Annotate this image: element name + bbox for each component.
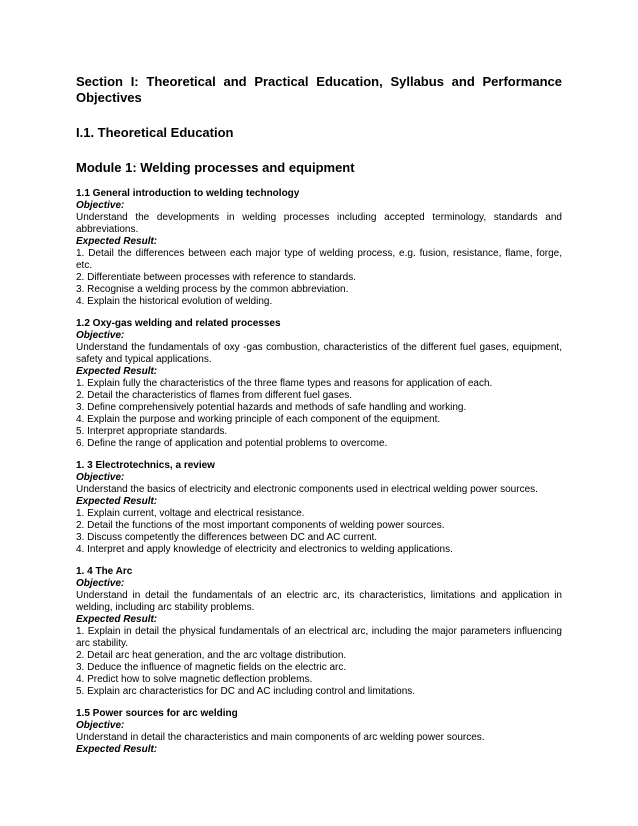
result-item: 1. Explain in detail the physical fundamentals of an electrical arc, including the major parameters influencing arc stability. xyxy=(76,626,562,649)
subsection-title: I.1. Theoretical Education xyxy=(76,125,234,140)
result-item: 5. Explain arc characteristics for DC and AC including control and limitations. xyxy=(76,686,416,697)
result-item: 3. Define comprehensively potential hazards and methods of safe handling and working. xyxy=(76,402,467,413)
objective-text: Understand in detail the characteristics and main components of arc welding power sources. xyxy=(76,732,485,743)
topic-block-1-3 xyxy=(76,460,562,556)
topic-title: 1.2 Oxy-gas welding and related processes xyxy=(76,318,281,329)
section-title: Section I: Theoretical and Practical Education, Syllabus and Performance Objectives xyxy=(76,74,562,105)
result-item: 4. Interpret and apply knowledge of electricity and electronics to welding applications. xyxy=(76,544,453,555)
objective-label: Objective: xyxy=(76,578,125,589)
expected-result-label: Expected Result: xyxy=(76,744,158,755)
expected-result-label: Expected Result: xyxy=(76,366,158,377)
module-title: Module 1: Welding processes and equipment xyxy=(76,160,355,175)
result-item: 1. Explain fully the characteristics of the three flame types and reasons for application of each. xyxy=(76,378,493,389)
result-item: 4. Explain the purpose and working principle of each component of the equipment. xyxy=(76,414,441,425)
objective-text: Understand in detail the fundamentals of an electric arc, its characteristics, limitations and application in welding, including arc stability problems. xyxy=(76,590,562,613)
topic-block-1-5 xyxy=(76,708,562,756)
result-item: 2. Differentiate between processes with reference to standards. xyxy=(76,272,356,283)
topic-title: 1.1 General introduction to welding technology xyxy=(76,188,300,199)
result-item: 2. Detail the characteristics of flames from different fuel gases. xyxy=(76,390,353,401)
topic-title: 1.5 Power sources for arc welding xyxy=(76,708,238,719)
topic-title: 1. 4 The Arc xyxy=(76,566,133,577)
result-item: 2. Detail arc heat generation, and the arc voltage distribution. xyxy=(76,650,347,661)
result-item: 4. Predict how to solve magnetic deflection problems. xyxy=(76,674,313,685)
topic-block-1-4 xyxy=(76,566,562,698)
topic-block-1-2 xyxy=(76,318,562,450)
result-item: 2. Detail the functions of the most important components of welding power sources. xyxy=(76,520,445,531)
result-item: 3. Recognise a welding process by the common abbreviation. xyxy=(76,284,349,295)
result-item: 3. Discuss competently the differences between DC and AC current. xyxy=(76,532,378,543)
objective-label: Objective: xyxy=(76,720,125,731)
objective-text: Understand the developments in welding processes including accepted terminology, standards and abbreviations. xyxy=(76,212,562,235)
result-item: 6. Define the range of application and potential problems to overcome. xyxy=(76,438,388,449)
objective-label: Objective: xyxy=(76,472,125,483)
expected-result-label: Expected Result: xyxy=(76,614,158,625)
result-item: 1. Explain current, voltage and electrical resistance. xyxy=(76,508,305,519)
result-item: 1. Detail the differences between each major type of welding process, e.g. fusion, resistance, flame, forge, etc. xyxy=(76,248,562,271)
topic-title: 1. 3 Electrotechnics, a review xyxy=(76,460,215,471)
result-item: 3. Deduce the influence of magnetic fields on the electric arc. xyxy=(76,662,347,673)
topic-block-1-1 xyxy=(76,188,562,308)
expected-result-label: Expected Result: xyxy=(76,496,158,507)
expected-result-label: Expected Result: xyxy=(76,236,158,247)
result-item: 5. Interpret appropriate standards. xyxy=(76,426,228,437)
objective-text: Understand the basics of electricity and electronic components used in electrical welding power sources. xyxy=(76,484,538,495)
page-content xyxy=(76,74,562,766)
objective-label: Objective: xyxy=(76,200,125,211)
objective-label: Objective: xyxy=(76,330,125,341)
result-item: 4. Explain the historical evolution of welding. xyxy=(76,296,273,307)
objective-text: Understand the fundamentals of oxy -gas combustion, characteristics of the different fuel gases, equipment, safety and typical applications. xyxy=(76,342,562,365)
